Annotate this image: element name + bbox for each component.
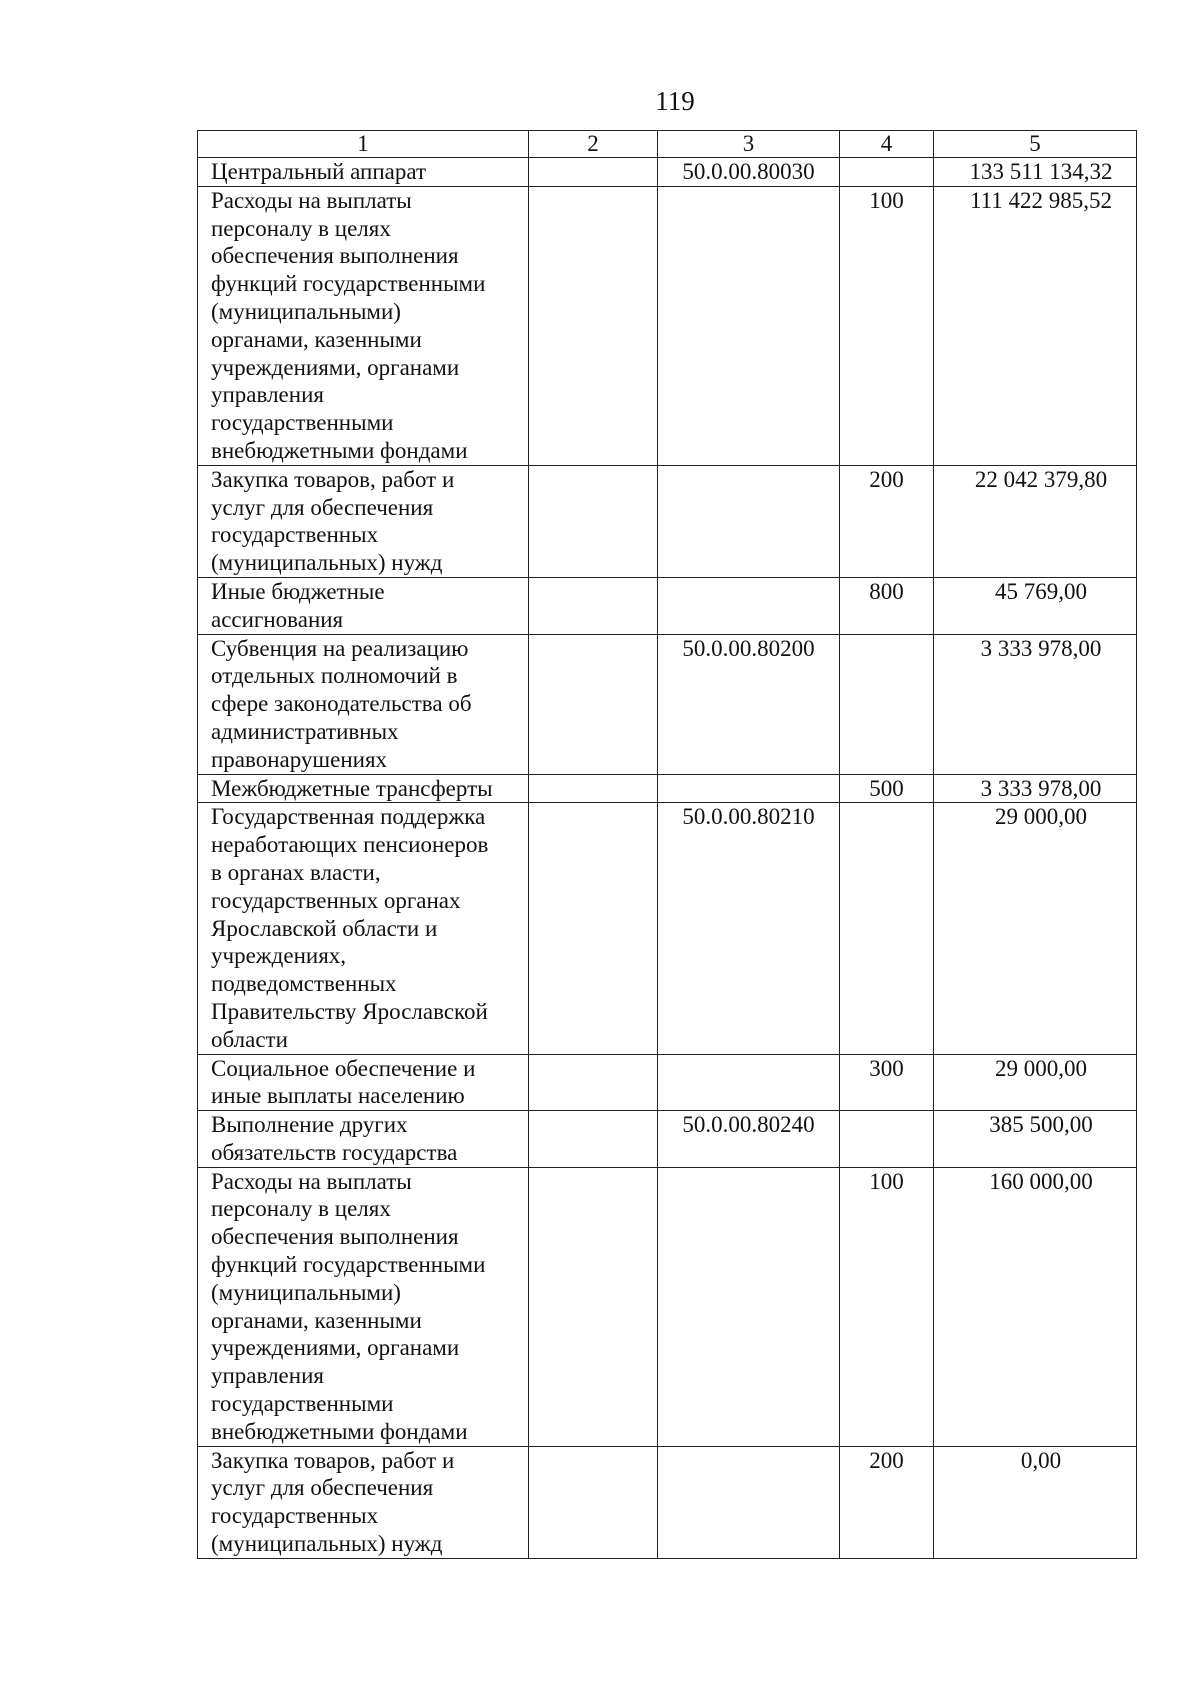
column-2-cell: [529, 634, 658, 774]
target-code-cell: 50.0.00.80030: [658, 158, 840, 187]
table-row: [198, 1054, 1137, 1111]
expense-type-cell: 200: [840, 1446, 934, 1558]
expense-name-cell: Расходы на выплаты персоналу в целях обеспечения выполнения функций государственными (муниципальными) органами, казенными учреждениями, органами управления государственными внебюджетными фондами: [198, 1167, 529, 1446]
table-row: [198, 1167, 1137, 1446]
column-2-cell: [529, 577, 658, 634]
expense-name-cell: Закупка товаров, работ и услуг для обеспечения государственных (муниципальных) нужд: [198, 1446, 529, 1558]
table-row: [198, 774, 1137, 803]
expense-type-cell: [840, 803, 934, 1054]
expense-type-cell: 200: [840, 465, 934, 577]
amount-cell: 3 333 978,00: [934, 774, 1137, 803]
column-2-cell: [529, 803, 658, 1054]
expense-name-cell: Расходы на выплаты персоналу в целях обеспечения выполнения функций государственными (муниципальными) органами, казенными учреждениями, органами управления государственными внебюджетными фондами: [198, 186, 529, 465]
target-code-cell: [658, 1054, 840, 1111]
expense-name-cell: Центральный аппарат: [198, 158, 529, 187]
column-2-cell: [529, 186, 658, 465]
column-number: 4: [840, 131, 934, 158]
column-number: 2: [529, 131, 658, 158]
column-number: 5: [934, 131, 1137, 158]
expense-type-cell: [840, 634, 934, 774]
column-2-cell: [529, 158, 658, 187]
target-code-cell: [658, 186, 840, 465]
table-row: [198, 634, 1137, 774]
expense-name-cell: Субвенция на реализацию отдельных полномочий в сфере законодательства об административных правонарушениях: [198, 634, 529, 774]
amount-cell: 3 333 978,00: [934, 634, 1137, 774]
column-2-cell: [529, 774, 658, 803]
amount-cell: 160 000,00: [934, 1167, 1137, 1446]
table-row: [198, 186, 1137, 465]
expense-type-cell: 100: [840, 186, 934, 465]
target-code-cell: 50.0.00.80210: [658, 803, 840, 1054]
amount-cell: 385 500,00: [934, 1111, 1137, 1168]
budget-table: [197, 130, 1137, 1559]
expense-name-cell: Социальное обеспечение и иные выплаты населению: [198, 1054, 529, 1111]
expense-type-cell: [840, 158, 934, 187]
page-number: 119: [655, 86, 695, 116]
table-row: [198, 465, 1137, 577]
expense-type-cell: [840, 1111, 934, 1168]
table-row: [198, 1446, 1137, 1558]
table-row: [198, 1111, 1137, 1168]
table-row: [198, 158, 1137, 187]
target-code-cell: 50.0.00.80240: [658, 1111, 840, 1168]
target-code-cell: [658, 1167, 840, 1446]
expense-name-cell: Иные бюджетные ассигнования: [198, 577, 529, 634]
amount-cell: 45 769,00: [934, 577, 1137, 634]
amount-cell: 29 000,00: [934, 1054, 1137, 1111]
amount-cell: 133 511 134,32: [934, 158, 1137, 187]
amount-cell: 29 000,00: [934, 803, 1137, 1054]
expense-type-cell: 100: [840, 1167, 934, 1446]
table-row: [198, 577, 1137, 634]
target-code-cell: [658, 465, 840, 577]
expense-type-cell: 800: [840, 577, 934, 634]
target-code-cell: [658, 774, 840, 803]
column-2-cell: [529, 1111, 658, 1168]
target-code-cell: 50.0.00.80200: [658, 634, 840, 774]
expense-type-cell: 300: [840, 1054, 934, 1111]
column-2-cell: [529, 465, 658, 577]
expense-type-cell: 500: [840, 774, 934, 803]
target-code-cell: [658, 1446, 840, 1558]
column-number: 3: [658, 131, 840, 158]
column-number: 1: [198, 131, 529, 158]
amount-cell: 111 422 985,52: [934, 186, 1137, 465]
expense-name-cell: Выполнение других обязательств государства: [198, 1111, 529, 1168]
amount-cell: 22 042 379,80: [934, 465, 1137, 577]
column-2-cell: [529, 1167, 658, 1446]
table-row: [198, 803, 1137, 1054]
target-code-cell: [658, 577, 840, 634]
column-number-row: [198, 131, 1137, 158]
budget-table-body: [198, 131, 1137, 1559]
amount-cell: 0,00: [934, 1446, 1137, 1558]
column-2-cell: [529, 1446, 658, 1558]
expense-name-cell: Государственная поддержка неработающих пенсионеров в органах власти, государственных органах Ярославской области и учреждениях, подведомственных Правительству Ярославской области: [198, 803, 529, 1054]
column-2-cell: [529, 1054, 658, 1111]
expense-name-cell: Закупка товаров, работ и услуг для обеспечения государственных (муниципальных) нужд: [198, 465, 529, 577]
expense-name-cell: Межбюджетные трансферты: [198, 774, 529, 803]
